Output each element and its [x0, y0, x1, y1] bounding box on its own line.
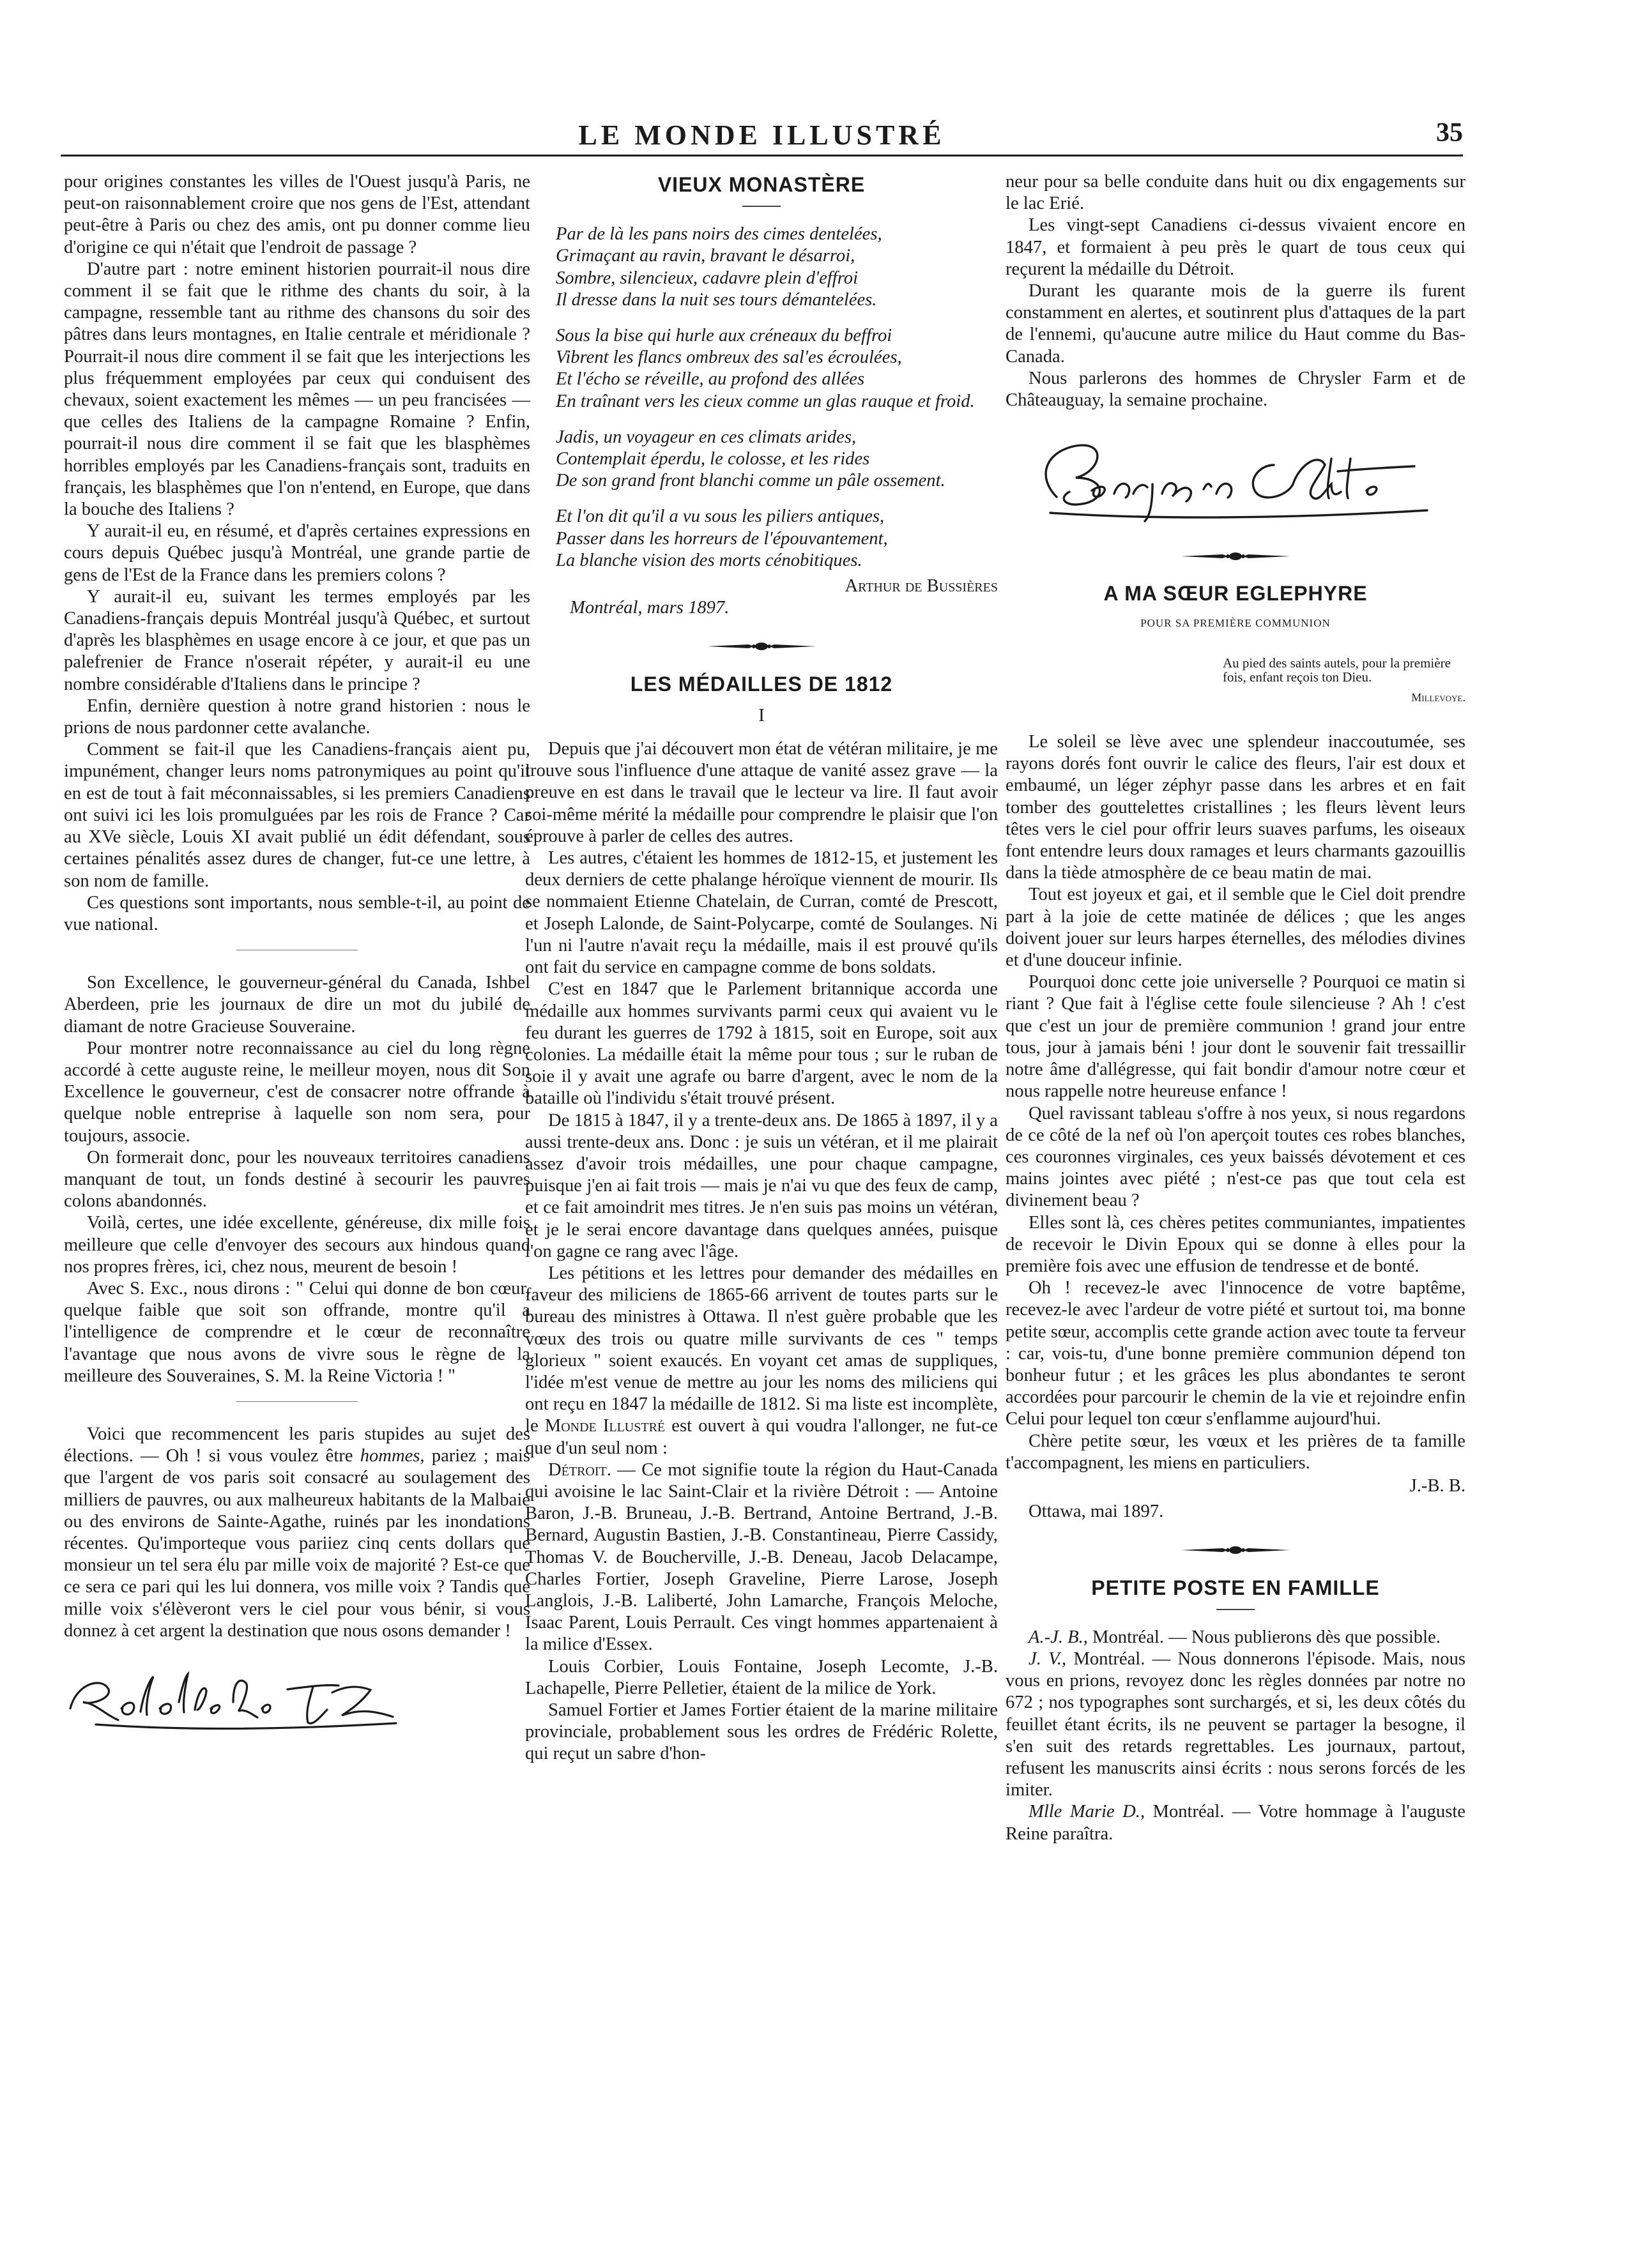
text-run-smallcaps: Monde Illustré [544, 1416, 666, 1436]
paragraph: Durant les quarante mois de la guerre ils furent constamment en alertes, et soutinrent plus d'attaques de la part de l'ennemi, qu'aucune autre milice du Haut comme du Bas-Canada. [1006, 281, 1465, 367]
poem-stanza [556, 427, 998, 492]
paragraph: Oh ! recevez-le avec l'innocence de votre baptême, recevez-le avec l'ardeur de votre piété et surtout toi, ma bonne petite sœur, accomplis cette grande action avec toute ta ferveur : car, vois-tu, d'une bonne première communion dépend ton bonheur futur ; et les grâces les plus abondantes te seront accordées pour parcourir le chemin de la vie et rejoindre enfin Celui pour lequel ton cœur s'enflamme aujourd'hui. [1006, 1278, 1465, 1429]
mail-recipient: Mlle Marie D. [1029, 1802, 1140, 1822]
header-rule [61, 155, 1463, 156]
masthead [61, 116, 1463, 153]
text-run: , pariez ; mais que l'argent de vos paris soit consacré au soulagement des milliers de pauvres, ou aux malheureux habitants de la Malbaie ou des environs de Sainte-Agathe, ruinés par les inondations récentes. Qu'importeque vous pariiez cinq cents dollars que monsieur un tel sera élu par mille voix de majorité ? Est-ce que ce sera ce pari qui les lui donnera, vos mille voix ? Tandis que mille voix s'élèveront vers le ciel pour vous bénir, si vous donnez à cet argent la destination que nous osons demander ! [64, 1446, 530, 1641]
publication-title: LE MONDE ILLUSTRÉ [578, 119, 945, 151]
ornament-divider [1006, 1541, 1465, 1562]
column-left [64, 171, 530, 1734]
poem2-subtitle: POUR SA PREMIÈRE COMMUNION [1140, 616, 1331, 629]
paragraph: Comment se fait-il que les Canadiens-français aient pu, impunément, changer leurs noms patronymiques au point qu'il en est de tout à fait méconnaissables, si les premiers Canadiens ont suivi ici les lois promulguées par les rois de France ? Car au XVe siècle, Louis XI avait publié un édit défendant, sous certaines pénalités assez dures de changer, fut-ce une lettre, à son nom de famille. [64, 740, 530, 891]
epigraph: Au pied des saints autels, pour la première fois, enfant reçois ton Dieu. [1223, 655, 1451, 685]
paragraph: Pour montrer notre reconnaissance au ciel du long règne accordé à cette auguste reine, le meilleur moyen, nous dit Son Excellence le gouverneur, c'est de consacrer notre offrande à quelque noble entreprise à laquelle son nom sera, pour toujours, associe. [64, 1038, 530, 1146]
paragraph: Le soleil se lève avec une splendeur inaccoutumée, ses rayons dorés font ouvrir le calice des fleurs, l'air est doux et embaumé, un léger zéphyr passe dans les arbres et en fait tomber des gouttelettes cristallines ; les fleurs lèvent leurs têtes vers le ciel pour offrir leurs suaves parfums, les oiseaux font entendre leurs doux ramages et leurs charmants gazouillis dans la tiède atmosphère de ce beau matin de mai. [1006, 732, 1465, 883]
article-title: LES MÉDAILLES DE 1812 [630, 672, 893, 696]
poem-line: De son grand front blanchi comme un pâle ossement. [556, 471, 945, 491]
mail-text: , Montréal. — Nous donnerons l'épisode. Mais, nous vous en prions, revoyez donc les règles données par notre no 672 ; nos typographes sont surchargés, et si, les deux côtés du feuillet étant écrits, ils ne peuvent se partager la besogne, il s'en suit des retards regrettables. Les journaux, partout, refusent les manuscrits ainsi écrits : nous serons forcés de les imiter. [1006, 1648, 1465, 1800]
paragraph: neur pour sa belle conduite dans huit ou dix engagements sur le lac Erié. [1006, 172, 1465, 214]
poem-line: Vibrent les flancs ombreux des sal'es écroulées, [556, 347, 902, 368]
prose-signoff: J.-B. B. [1409, 1475, 1465, 1496]
paragraph: Chère petite sœur, les vœux et les prières de ta famille t'accompagnent, les miens en particuliers. [1006, 1431, 1465, 1473]
text-run: est ouvert à qui voudra l'allonger, ne fut-ce que d'un seul nom : [525, 1416, 998, 1458]
mail-recipient: J. V. [1029, 1648, 1062, 1669]
paragraph: On formerait donc, pour les nouveaux territoires canadiens manquant de tout, un fonds destiné à secourir les pauvres colons abandonnés. [64, 1147, 530, 1212]
page-number: 35 [1436, 118, 1463, 148]
poem-dateline: Montréal, mars 1897. [570, 598, 730, 618]
paragraph: Depuis que j'ai découvert mon état de vétéran militaire, je me trouve sous l'influence d'une attaque de vanité assez grave — la preuve en est dans le travail que le lecteur va lire. Il faut avoir soi-même mérité la médaille pour comprendre le plaisir que l'on éprouve à parler de celles des autres. [525, 739, 998, 846]
column-middle [525, 171, 998, 1765]
paragraph: Avec S. Exc., nous dirons : " Celui qui donne de bon cœur, quelque faible que soit son offrande, montre qu'il a l'intelligence de comprendre et le cœur de reconnaître l'avantage que nous avons de vivre sous le règne de la meilleure des Souveraines, S. M. la Reine Victoria ! " [64, 1278, 530, 1386]
paragraph: Enfin, dernière question à notre grand historien : nous le prions de nous pardonner cette avalanche. [64, 696, 530, 738]
poem-title: VIEUX MONASTÈRE [657, 173, 866, 196]
poem-author: Arthur de Bussières [845, 576, 998, 597]
poem-line: En traînant vers les cieux comme un glas rauque et froid. [556, 391, 975, 411]
paragraph: Quel ravissant tableau s'offre à nos yeux, si nous regardons de ce côté de la nef où l'on aperçoit toutes ces robes blanches, ces couronnes virginales, ces yeux baissés dévotement et ces mains jointes avec piété ; n'est-ce pas que tout cela est divinement beau ? [1006, 1103, 1465, 1211]
poem [525, 224, 998, 572]
poem-line: Jadis, un voyageur en ces climats arides, [556, 427, 857, 447]
paragraph: Son Excellence, le gouverneur-général du Canada, Ishbel Aberdeen, prie les journaux de dire un mot du jubilé de diamant de notre Gracieuse Souveraine. [64, 973, 530, 1037]
epigraph-author: Millevoye. [1411, 690, 1465, 704]
mail-entry [1006, 1801, 1465, 1845]
handwritten-signature-benjamin [1031, 433, 1465, 529]
column-right [1006, 171, 1465, 1845]
poem-line: Sous la bise qui hurle aux créneaux du beffroi [556, 326, 892, 346]
poem-line: Et l'écho se réveille, au profond des allées [556, 369, 865, 390]
paragraph: Les vingt-sept Canadiens ci-dessus vivaient encore en 1847, et formaient à peu près le quart de tous ceux qui reçurent la médaille du Détroit. [1006, 215, 1465, 279]
paragraph [525, 1263, 998, 1459]
paragraph: Les autres, c'étaient les hommes de 1812-15, et justement les deux derniers de cette phalange héroïque viennent de mourir. Ils se nommaient Etienne Chatelain, de Curran, comté de Prescott, et Joseph Lalonde, de Saint-Polycarpe, comté de Soulanges. Ni l'un ni l'autre n'avait reçu la médaille, mais il est prouvé qu'ils ont fait du service en campagne comme de bons soldats. [525, 848, 998, 978]
paragraph: Y aurait-il eu, suivant les termes employés par les Canadiens-français depuis Montréal jusqu'à Québec, et surtout d'après les blasphèmes en usage encore à ce jour, et que pas un palefrenier de France n'oserait répéter, y aurait-il eu une nombre considérable d'Italiens dans le principe ? [64, 586, 530, 694]
paragraph: Louis Corbier, Louis Fontaine, Joseph Lecomte, J.-B. Lachapelle, Pierre Pelletier, étaient de la milice de York. [525, 1656, 998, 1698]
handwritten-signature-rodolphe [57, 1664, 530, 1734]
mail-entry [1006, 1627, 1465, 1648]
paragraph: Voilà, certes, une idée excellente, généreuse, dix mille fois meilleure que celle d'envoyer des secours aux hindous quand nos propres frères, ici, chez nous, meurent de besoin ! [64, 1213, 530, 1277]
paragraph [525, 1459, 998, 1656]
section-divider [236, 1401, 358, 1402]
paragraph: De 1815 à 1847, il y a trente-deux ans. De 1865 à 1897, il y a aussi trente-deux ans. Donc : je suis un vétéran, et il me plairait assez d'avoir trois médailles, une pour chaque campagne, puisque j'en ai fait trois — mais je n'ai vu que des feux de camp, et ce fait amoindrit mes titres. Je n'en suis pas moins un vétéran, et je le serai encore davantage dans quelques années, puisque l'on gagne ce rang avec l'âge. [525, 1110, 998, 1261]
mail-entry [1006, 1648, 1465, 1801]
poem-line: Passer dans les horreurs de l'épouvantement, [556, 528, 888, 549]
poem-line: Contemplait éperdu, le colosse, et les rides [556, 449, 870, 469]
poem-line: Et l'on dit qu'il a vu sous les piliers antiques, [556, 506, 885, 527]
paragraph: D'autre part : notre eminent historien pourrait-il nous dire comment il se fait que le rithme des chants du soir, à la campagne, ressemble tant au rithme des chansons du soir des pâtres dans leurs montagnes, en Italie centrale et méridionale ? Pourrait-il nous dire comment il se fait que les interjections les plus fréquemment employées par ceux qui conduisent des chevaux, soient exactement les mêmes — un peu francisées — que celles des Italiens de la campagne Romaine ? Enfin, pourrait-il nous dire comment il se fait que les blasphèmes horribles employés par les Canadiens-français sont, traduits en français, les blasphèmes que l'on n'entend, en Europe, que dans la bouche des Italiens ? [64, 259, 530, 520]
section-numeral: I [758, 705, 765, 726]
poem-stanza [556, 506, 998, 572]
text-run: — Ce mot signifie toute la région du Haut-Canada qui avoisine le lac Saint-Clair et la rivière Détroit : — Antoine Baron, J.-B. Bruneau, J.-B. Bertrand, Antoine Bertrand, J.-B. Bernard, Augustin Bastien, J.-B. Constantineau, Pierre Cassidy, Thomas V. de Boucherville, J.-B. Deneau, Jacob Delacampe, Charles Fortier, Joseph Graveline, Pierre Larose, Joseph Langlois, J.-B. Laliberté, John Lamarche, François Meloche, Isaac Parent, Louis Perrault. Ces vingt hommes appartenaient à la milice d'Essex. [525, 1459, 998, 1655]
text-run-italic: hommes [360, 1446, 420, 1466]
paragraph: Pourquoi donc cette joie universelle ? Pourquoi ce matin si riant ? Que fait à l'église cette foule silencieuse ? Ah ! c'est que c'est un jour de première communion ! grand jour entre tous, jour à jamais béni ! jour dont le souvenir fait tressaillir notre âme d'allégresse, qui fait bondir d'amour notre cœur et nous rappelle notre heureuse enfance ! [1006, 972, 1465, 1102]
paragraph: Nous parlerons des hommes de Chrysler Farm et de Châteauguay, la semaine prochaine. [1006, 368, 1465, 411]
ornament-divider [1006, 547, 1465, 568]
text-run: Voici que recommencent les paris stupides au sujet des élections. — Oh ! si vous voulez être [64, 1424, 530, 1466]
title-rule [1216, 1609, 1255, 1610]
ornament-divider [525, 637, 998, 658]
text-run: Les pétitions et les lettres pour demander des médailles en faveur des miliciens de 1865-66 arrivent de toutes parts sur le bureau des ministres à Ottawa. Il n'est guère probable que les vœux des trois ou quatre mille survivants de ces " temps glorieux " soient exaucés. En voyant cet amas de suppliques, l'idée m'est venue de mettre au jour les noms des miliciens qui ont reçu en 1847 la médaille de 1812. Si ma liste est incomplète, le [525, 1263, 998, 1436]
poem-line: Sombre, silencieux, cadavre plein d'effroi [556, 268, 859, 288]
poem-stanza [556, 325, 998, 413]
poem2-title: A MA SŒUR EGLEPHYRE [1103, 582, 1368, 605]
paragraph: C'est en 1847 que le Parlement britannique accorda une médaille aux hommes survivants parmi ceux qui avaient vu le feu durant les guerres de 1792 à 1815, soit en Europe, soit aux colonies. La médaille était la même pour tous ; sur le ruban de soie il y avait une agrafe ou barre d'argent, avec le nom de la bataille où l'individu s'était trouvé présent. [525, 979, 998, 1109]
poem-line: Il dresse dans la nuit ses tours démantelées. [556, 289, 877, 310]
paragraph: pour origines constantes les villes de l'Ouest jusqu'à Paris, ne peut-on raisonnablement croire que nos gens de l'Est, attendant peut-être à Paris ou chez des amis, ont pu donner comme lieu d'origine ce qui n'était que l'endroit de passage ? [64, 172, 530, 257]
mail-recipient: A.-J. B. [1029, 1627, 1083, 1647]
mail-title: PETITE POSTE EN FAMILLE [1091, 1576, 1380, 1599]
mail-text: , Montréal. — Votre hommage à l'auguste Reine paraîtra. [1006, 1802, 1465, 1844]
prose-place-date: Ottawa, mai 1897. [1029, 1502, 1164, 1522]
mail-text: , Montréal. — Nous publierons dès que possible. [1083, 1627, 1441, 1647]
paragraph: Tout est joyeux et gai, et il semble que le Ciel doit prendre part à la joie de cette matinée de délices ; que les anges doivent jouer sur leurs harpes éternelles, des mélodies divines et d'une douceur infinie. [1006, 885, 1465, 971]
paragraph: Elles sont là, ces chères petites communiantes, impatientes de recevoir le Divin Epoux qui se donne à elles pour la première fois avec une effusion de tendresse et de bonté. [1006, 1212, 1465, 1276]
poem-line: Grimaçant au ravin, bravant le désarroi, [556, 246, 855, 266]
paragraph: Y aurait-il eu, en résumé, et d'après certaines expressions en cours depuis Québec jusqu'à Montréal, une grande partie de gens de l'Est de la France dans les premiers colons ? [64, 521, 530, 585]
detroit-label: Détroit. [548, 1459, 611, 1480]
poem-line: La blanche vision des morts cénobitiques. [556, 550, 862, 570]
paragraph: Samuel Fortier et James Fortier étaient de la marine militaire provinciale, probablement sous les ordres de Frédéric Rolette, qui reçut un sabre d'hon- [525, 1700, 998, 1764]
poem-stanza [556, 224, 998, 311]
paragraph [64, 1424, 530, 1642]
poem-line: Par de là les pans noirs des cimes dentelées, [556, 224, 882, 245]
paragraph: Ces questions sont importants, nous semble-t-il, au point de vue national. [64, 892, 530, 934]
title-rule [742, 206, 781, 207]
